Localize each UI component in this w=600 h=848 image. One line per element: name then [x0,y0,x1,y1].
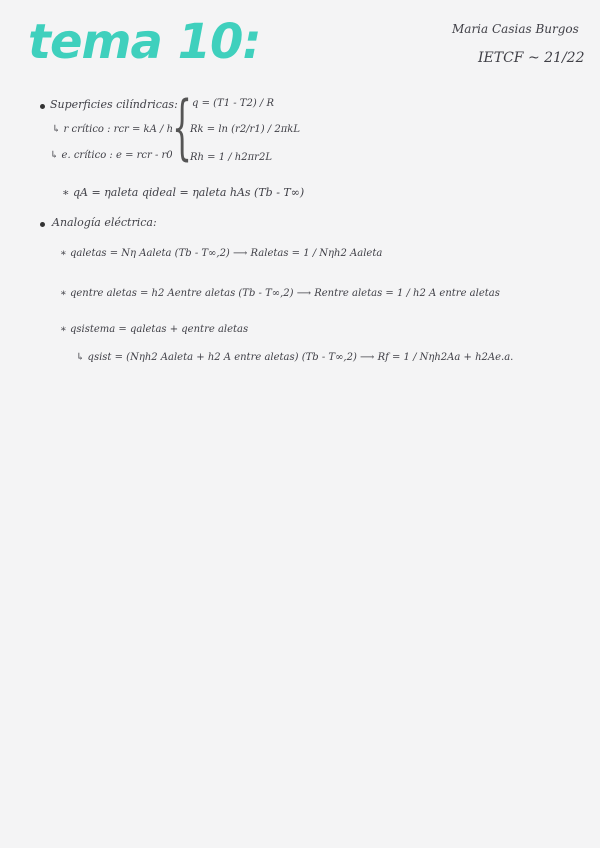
equation-q-entre-aletas: ∗ qentre aletas = h2 Aentre aletas (Tb - T∞,2) ⟶ Rentre aletas = 1 / h2 A entre aletas [60,288,500,299]
section-heading-analogia: Analogía eléctrica: [52,216,157,229]
bullet-marker [40,222,45,227]
bullet-marker [40,104,45,109]
rcrit-line: ↳ r crítico : rcr = kA / h [52,124,174,135]
brace-glyph: { [172,86,193,168]
course-label: IETCF ~ 21/22 [478,50,585,66]
page-title: tema 10: [28,14,261,70]
section-heading-superficies: Superficies cilíndricas: [50,98,178,111]
equation-qa: ∗ qA = ηaleta qideal = ηaleta hAs (Tb - T∞) [62,186,305,199]
equation-rh: Rh = 1 / h2πr2L [190,152,272,163]
equation-q-sist: ↳ qsist = (Nηh2 Aaleta + h2 A entre aletas) (Tb - T∞,2) ⟶ Rf = 1 / Nηh2Aa + h2Ae.a. [76,352,514,363]
equation-q: q = (T1 - T2) / R [192,98,274,109]
ecrit-line: ↳ e. crítico : e = rcr - r0 [50,150,173,161]
equation-q-sistema: ∗ qsistema = qaletas + qentre aletas [60,324,249,335]
author-name: Maria Casias Burgos [452,22,579,36]
equation-rk: Rk = ln (r2/r1) / 2πkL [190,124,300,135]
equation-q-aletas: ∗ qaletas = Nη Aaleta (Tb - T∞,2) ⟶ Raletas = 1 / Nηh2 Aaleta [60,248,383,259]
